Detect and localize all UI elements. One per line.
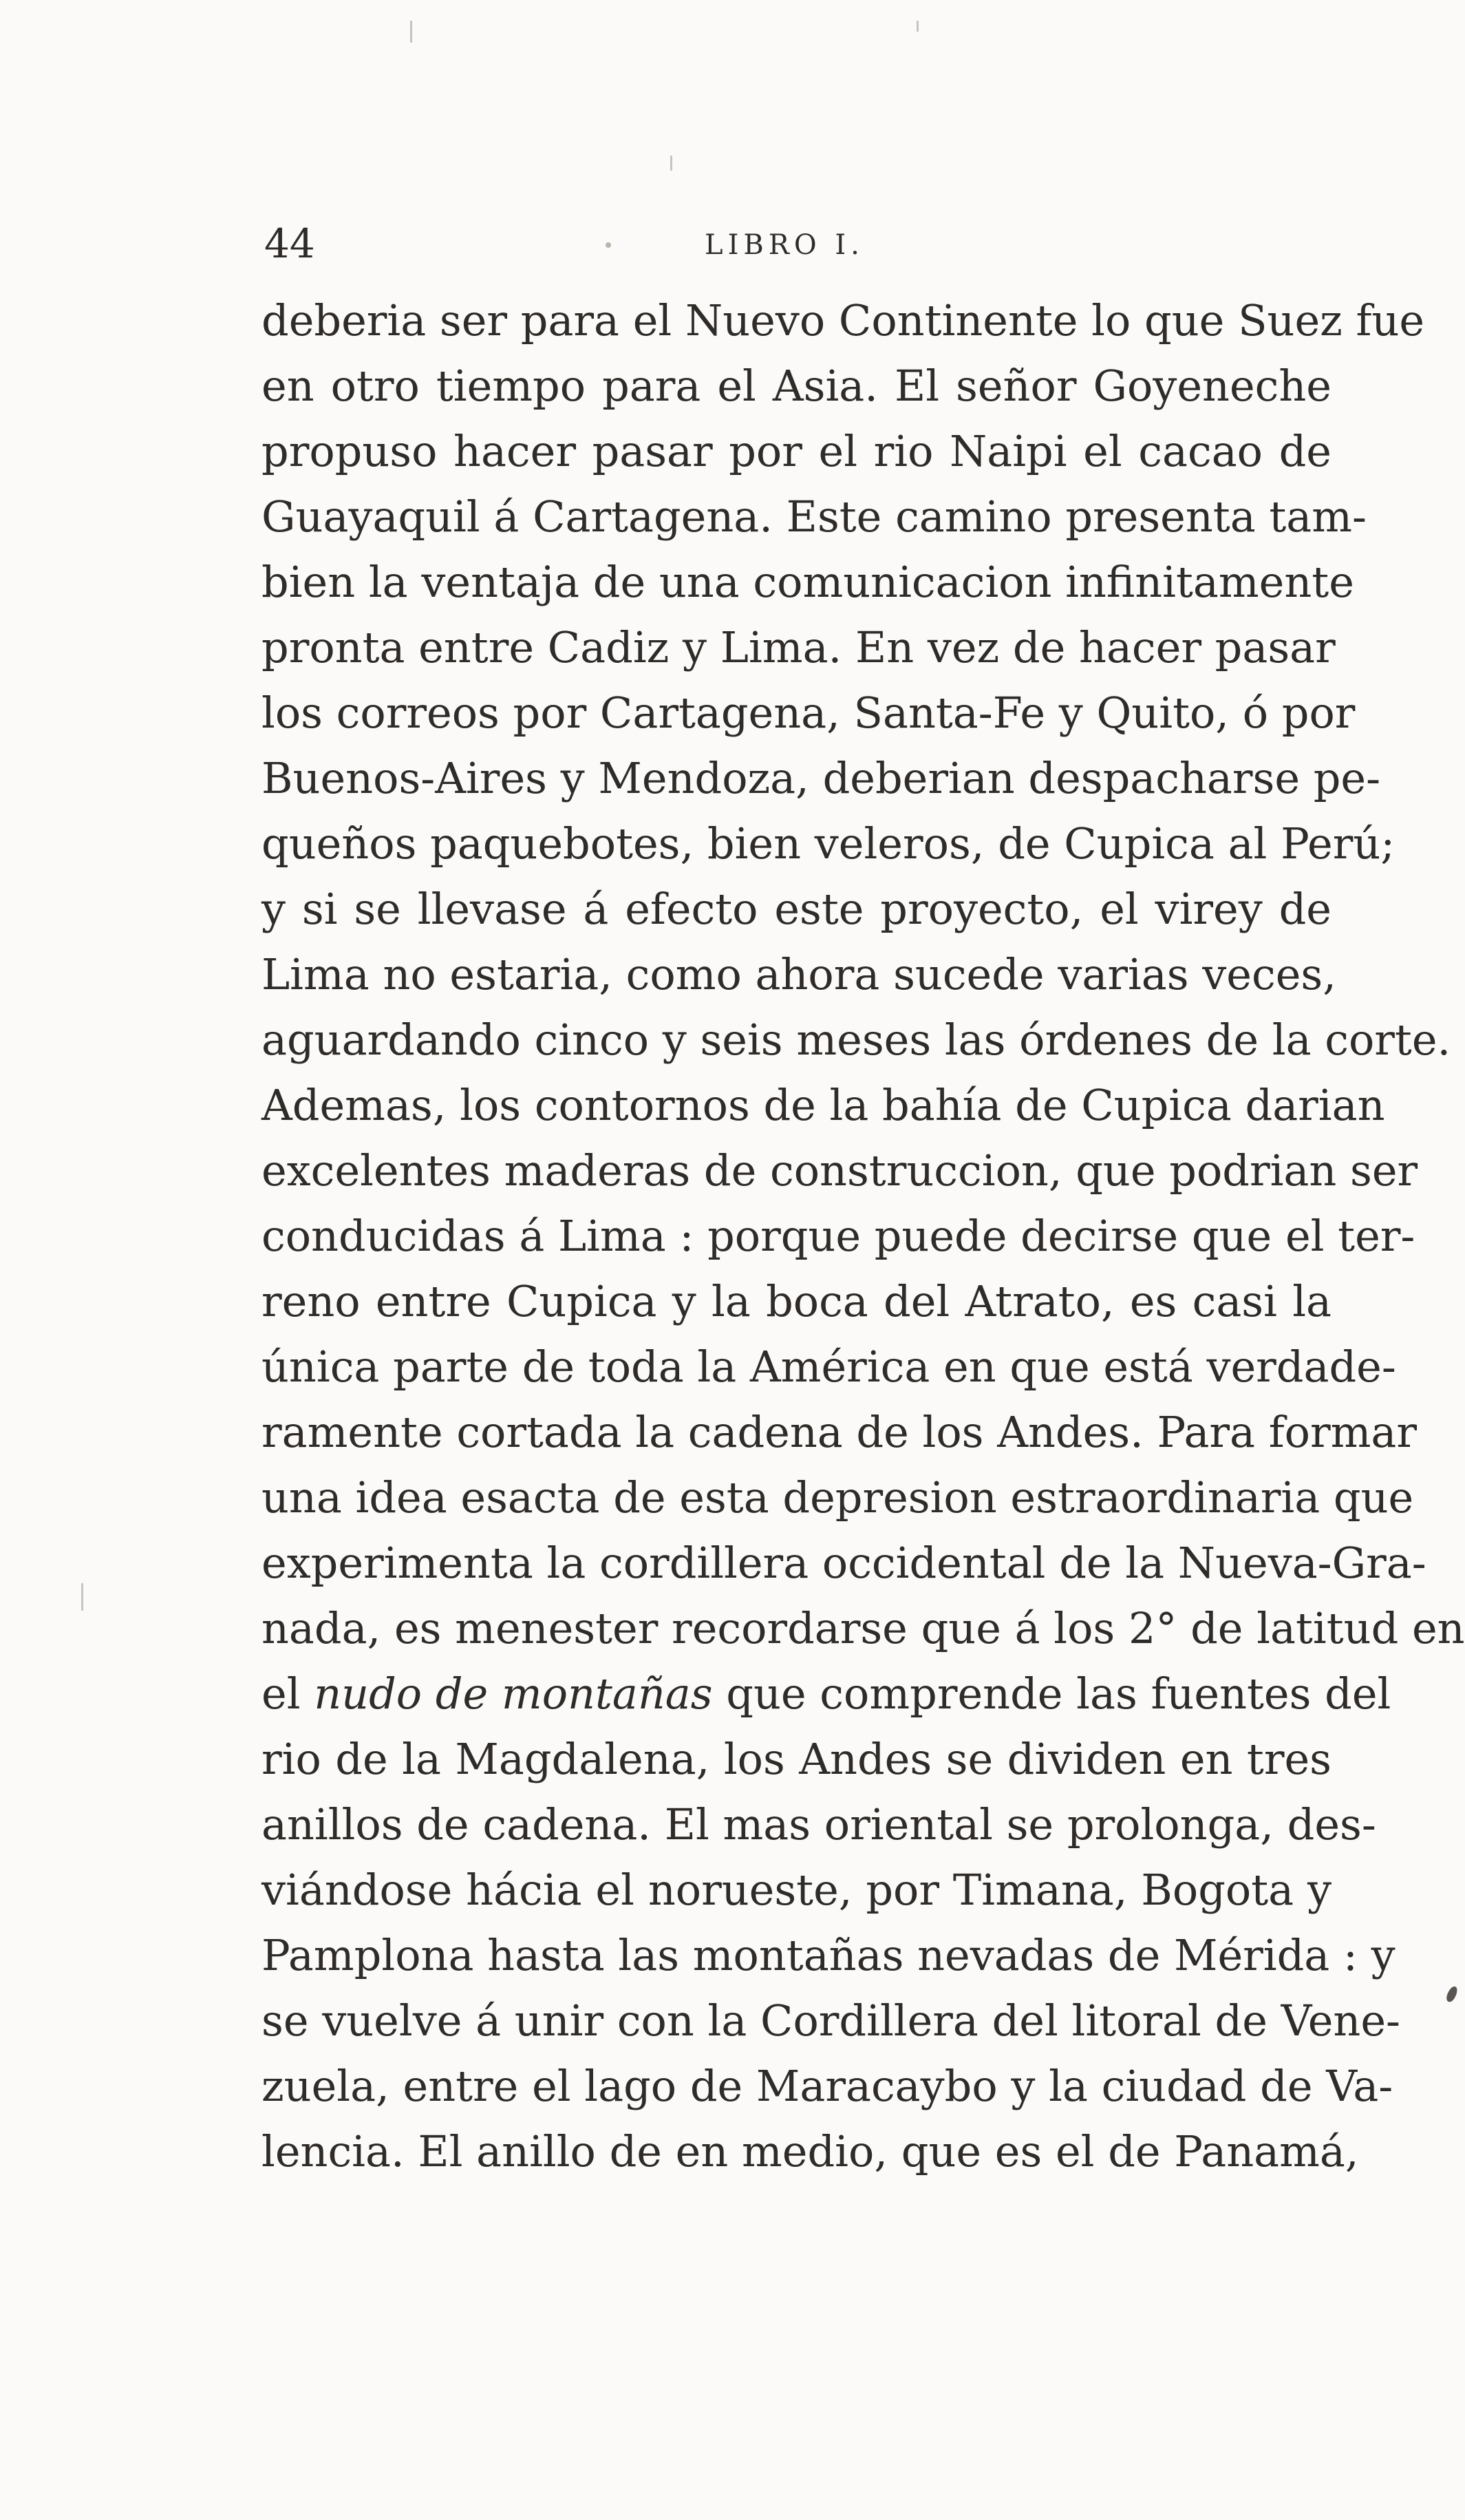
text-line: experimenta la cordillera occidental de la Nueva-Gra- (261, 1538, 1426, 1588)
ink-mark (1444, 1985, 1459, 2004)
text-line: zuela, entre el lago de Maracaybo y la ciudad de Va- (261, 2061, 1393, 2111)
text-line: excelentes maderas de construccion, que podrian ser (261, 1145, 1418, 1196)
text-line: viándose hácia el norueste, por Timana, Bogota y (261, 1865, 1332, 1915)
text-line: reno entre Cupica y la boca del Atrato, es casi la (261, 1276, 1332, 1326)
text-line: los correos por Cartagena, Santa-Fe y Quito, ó por (261, 688, 1356, 738)
text-line: Ademas, los contornos de la bahía de Cupica darian (261, 1080, 1385, 1130)
italic-phrase: nudo de montañas (314, 1669, 713, 1719)
text-line: rio de la Magdalena, los Andes se dividen en tres (261, 1734, 1332, 1784)
text-line: propuso hacer pasar por el rio Naipi el cacao de (261, 426, 1332, 476)
text-line: una idea esacta de esta depresion estraordinaria que (261, 1472, 1414, 1523)
body-text (261, 288, 1465, 2184)
text-line: conducidas á Lima : porque puede decirse que el ter- (261, 1211, 1415, 1261)
text-line: y si se llevase á efecto este proyecto, el virey de (261, 884, 1332, 934)
text-line: se vuelve á unir con la Cordillera del litoral de Vene- (261, 1995, 1400, 2046)
paper-mark (410, 21, 412, 43)
text-line: deberia ser para el Nuevo Continente lo que Suez fue (261, 295, 1425, 346)
text-line: única parte de toda la América en que está verdade- (261, 1342, 1396, 1392)
text-line: aguardando cinco y seis meses las órdenes de la corte. (261, 1015, 1451, 1065)
text-line: ramente cortada la cadena de los Andes. Para formar (261, 1407, 1418, 1457)
text-line: anillos de cadena. El mas oriental se prolonga, des- (261, 1799, 1376, 1850)
paper-mark (81, 1583, 83, 1611)
text-line: Pamplona hasta las montañas nevadas de Mérida : y (261, 1930, 1396, 1980)
text-line: Guayaquil á Cartagena. Este camino presenta tam- (261, 491, 1367, 542)
paper-mark (917, 21, 919, 32)
line-suffix: que comprende las fuentes del (726, 1669, 1391, 1719)
text-line: bien la ventaja de una comunicacion infinitamente (261, 557, 1354, 607)
text-line: Lima no estaria, como ahora sucede varias veces, (261, 949, 1336, 999)
line-prefix: el (261, 1669, 301, 1719)
text-line: Buenos-Aires y Mendoza, deberian despacharse pe- (261, 753, 1381, 803)
running-head (264, 219, 1331, 268)
text-line-italic-phrase (261, 1661, 1391, 1726)
text-line: nada, es menester recordarse que á los 2° de latitud en (261, 1603, 1465, 1653)
text-line: queños paquebotes, bien veleros, de Cupica al Perú; (261, 818, 1396, 869)
page-number: 44 (264, 220, 315, 267)
text-line: en otro tiempo para el Asia. El señor Goyeneche (261, 361, 1332, 411)
text-line: pronta entre Cadiz y Lima. En vez de hacer pasar (261, 622, 1336, 673)
paper-mark (670, 156, 672, 171)
book-label: LIBRO I. (705, 229, 864, 261)
text-line: lencia. El anillo de en medio, que es el de Panamá, (261, 2126, 1359, 2177)
